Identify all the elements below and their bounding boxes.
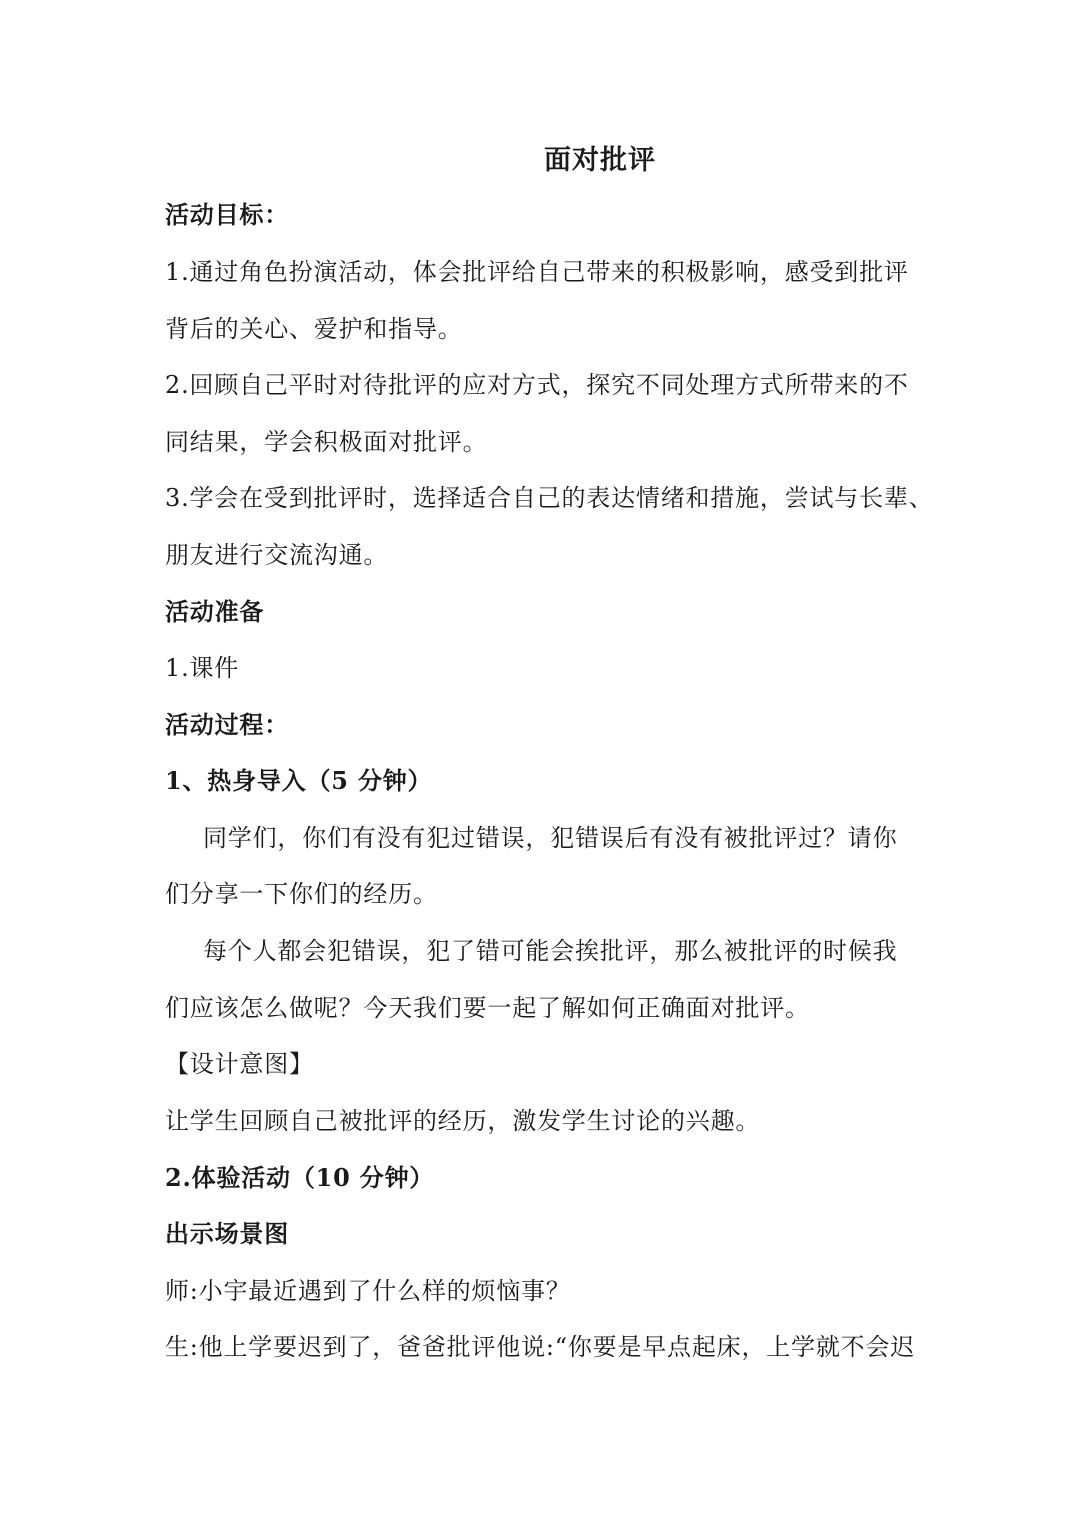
student-line: 生:他上学要迟到了，爸爸批评他说:“你要是早点起床，上学就不会迟 bbox=[165, 1333, 916, 1361]
step-2-heading: 2.体验活动（10 分钟） bbox=[165, 1163, 435, 1192]
design-intent-label: 【设计意图】 bbox=[165, 1050, 314, 1078]
page-title: 面对批评 bbox=[544, 145, 656, 176]
goal-item-3-line-1: 3.学会在受到批评时，选择适合自己的表达情绪和措施，尝试与长辈、 bbox=[165, 484, 934, 512]
step-1-paragraph-1-line-2: 们分享一下你们的经历。 bbox=[165, 880, 438, 908]
prep-item-1: 1.课件 bbox=[165, 654, 240, 682]
scene-heading: 出示场景图 bbox=[165, 1219, 289, 1248]
goal-item-1-line-1: 1.通过角色扮演活动，体会批评给自己带来的积极影响，感受到批评 bbox=[165, 258, 909, 286]
prep-heading: 活动准备 bbox=[165, 597, 265, 626]
step-1-paragraph-1-line-1: 同学们，你们有没有犯过错误，犯错误后有没有被批评过？请你 bbox=[203, 824, 898, 852]
process-heading: 活动过程： bbox=[165, 710, 289, 739]
goal-item-2-line-2: 同结果，学会积极面对批评。 bbox=[165, 428, 488, 456]
goal-item-3-line-2: 朋友进行交流沟通。 bbox=[165, 541, 389, 569]
design-intent-text: 让学生回顾自己被批评的经历，激发学生讨论的兴趣。 bbox=[165, 1107, 761, 1135]
goals-heading: 活动目标： bbox=[165, 200, 289, 229]
goal-item-2-line-1: 2.回顾自己平时对待批评的应对方式，探究不同处理方式所带来的不 bbox=[165, 371, 909, 399]
step-1-heading: 1、热身导入（5 分钟） bbox=[165, 766, 433, 795]
teacher-line: 师:小宇最近遇到了什么样的烦恼事？ bbox=[165, 1277, 571, 1305]
step-1-paragraph-2-line-1: 每个人都会犯错误，犯了错可能会挨批评，那么被批评的时候我 bbox=[203, 937, 898, 965]
step-1-paragraph-2-line-2: 们应该怎么做呢？今天我们要一起了解如何正确面对批评。 bbox=[165, 994, 810, 1022]
goal-item-1-line-2: 背后的关心、爱护和指导。 bbox=[165, 315, 463, 343]
